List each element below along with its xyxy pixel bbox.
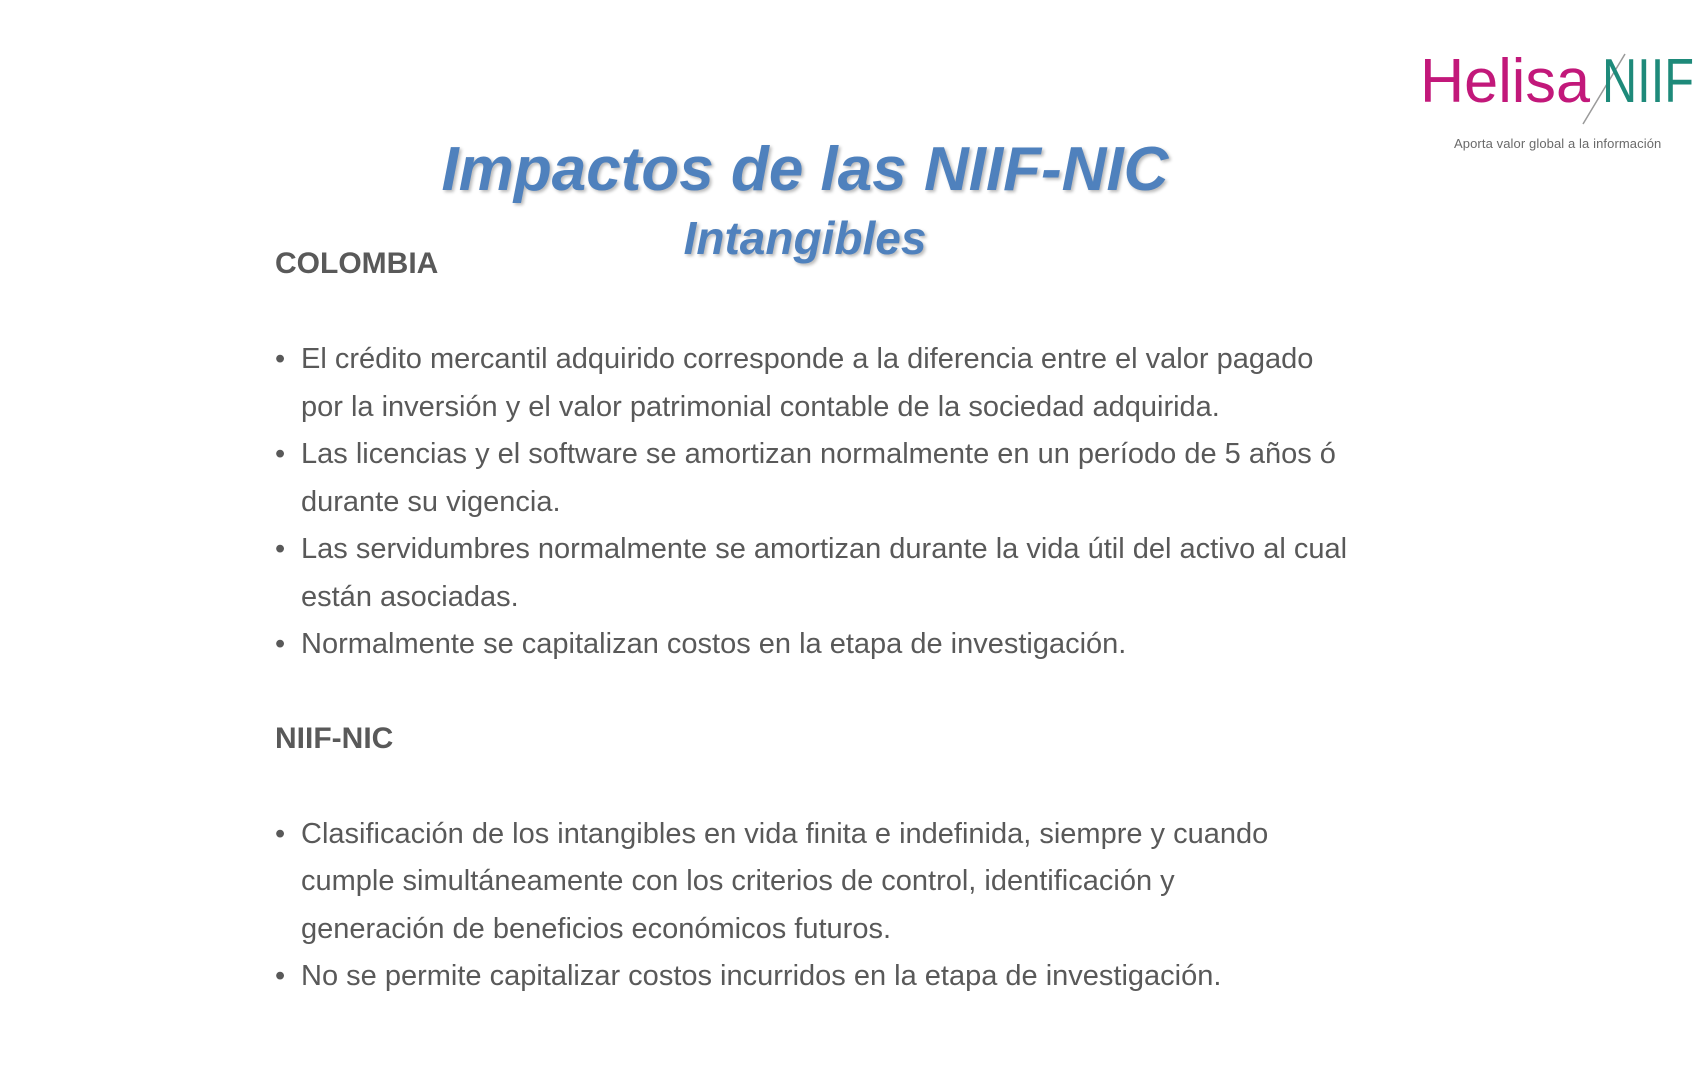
bullet-line: Clasificación de los intangibles en vida finita e indefinida, siempre y cuando — [301, 817, 1269, 850]
bullet-line: No se permite capitalizar costos incurridos en la etapa de investigación. — [301, 960, 1222, 992]
logo-tagline: Aporta valor global a la información — [1454, 136, 1662, 151]
bullet-line: durante su vigencia. — [301, 485, 561, 518]
bullet-icon: • — [275, 960, 286, 992]
bullet-line: por la inversión y el valor patrimonial contable de la sociedad adquirida. — [301, 390, 1220, 423]
bullet-line: generación de beneficios económicos futuros. — [301, 912, 892, 945]
section-niif-nic — [275, 717, 1575, 1001]
bullet-item — [275, 526, 1575, 621]
bullet-list-niif-nic — [275, 811, 1575, 1001]
section-colombia — [275, 242, 1575, 669]
bullet-item — [275, 811, 1575, 954]
bullet-icon: • — [275, 817, 286, 850]
bullet-line: Normalmente se capitalizan costos en la etapa de investigación. — [301, 628, 1127, 660]
logo-brand-left: Helisa — [1420, 47, 1591, 116]
bullet-line: Las licencias y el software se amortizan normalmente en un período de 5 años ó — [301, 438, 1336, 470]
spacer — [275, 669, 1575, 717]
spacer — [275, 286, 1575, 336]
bullet-icon: • — [275, 533, 286, 565]
bullet-line: están asociadas. — [301, 580, 519, 613]
slide-subtitle: Intangibles — [683, 212, 927, 264]
bullet-icon: • — [275, 438, 286, 470]
bullet-icon: • — [275, 628, 286, 660]
slide-title: Impactos de las NIIF-NIC — [441, 135, 1169, 204]
bullet-icon: • — [275, 343, 286, 375]
bullet-line: Las servidumbres normalmente se amortizan durante la vida útil del activo al cual — [301, 533, 1348, 565]
logo-wordmark — [1420, 47, 1700, 140]
bullet-item — [275, 953, 1575, 1001]
bullet-list-colombia — [275, 336, 1575, 669]
logo-brand-right: NIIF — [1602, 47, 1694, 116]
bullet-line: El crédito mercantil adquirido corresponde a la diferencia entre el valor pagado — [301, 343, 1314, 375]
section-heading: COLOMBIA — [275, 247, 439, 280]
slide-content — [275, 242, 1575, 1001]
bullet-item — [275, 431, 1575, 526]
spacer — [275, 761, 1575, 811]
bullet-item — [275, 336, 1575, 431]
section-heading: NIIF-NIC — [275, 721, 394, 755]
bullet-line: cumple simultáneamente con los criterios de control, identificación y — [301, 865, 1175, 897]
bullet-item — [275, 621, 1575, 669]
